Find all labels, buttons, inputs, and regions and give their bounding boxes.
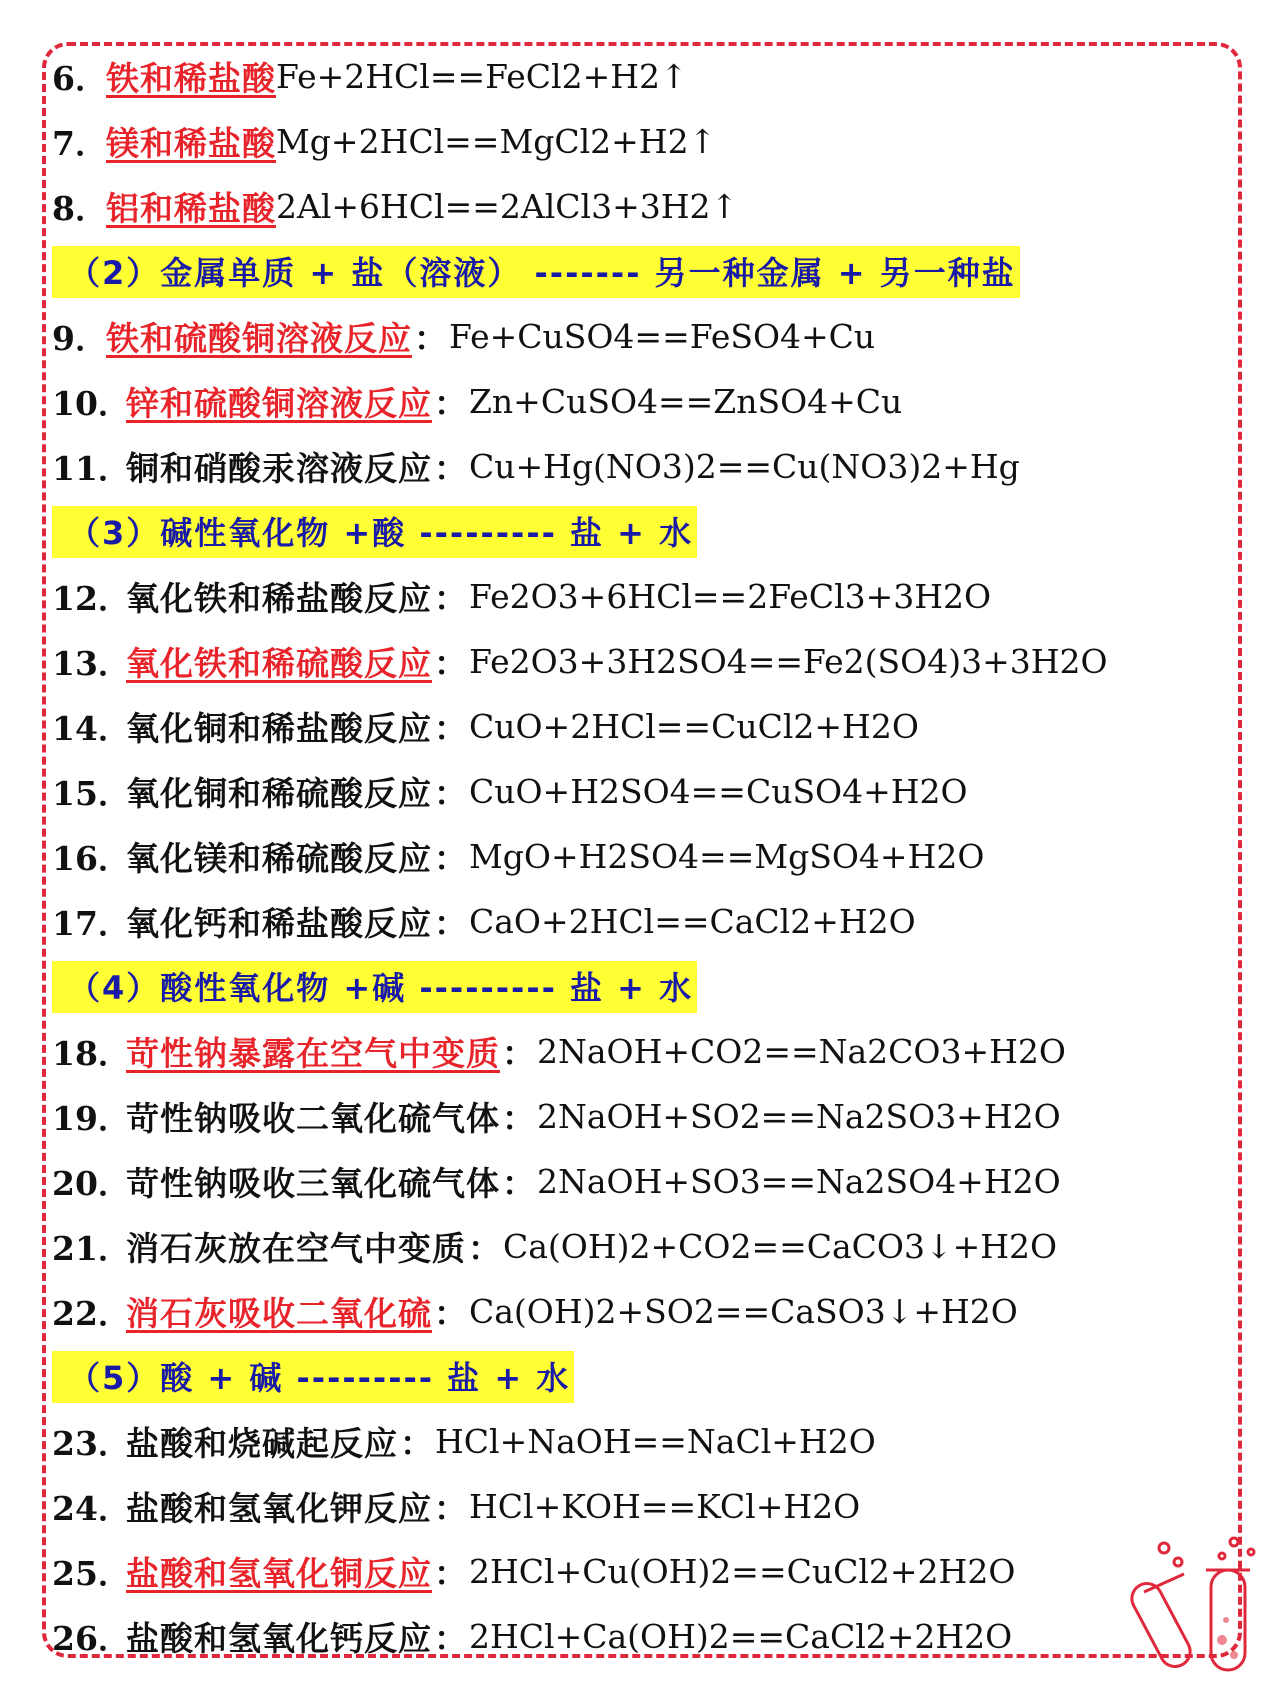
- reaction-name: 铜和硝酸汞溶液反应: [126, 449, 432, 488]
- item-number: 24．: [52, 1489, 131, 1528]
- item-number: 23．: [52, 1424, 131, 1463]
- chemical-equation: Fe+CuSO4==FeSO4+Cu: [449, 317, 876, 356]
- equation-row: [52, 1084, 1242, 1149]
- item-number: 26．: [52, 1619, 131, 1658]
- colon-separator: ：: [434, 579, 467, 618]
- equation-row: [52, 1214, 1242, 1279]
- chemical-equation: 2HCl+Cu(OH)2==CuCl2+2H2O: [469, 1552, 1016, 1591]
- item-number: 20．: [52, 1164, 131, 1203]
- equation-row: [52, 1409, 1242, 1474]
- item-number: 8．: [52, 189, 108, 228]
- item-number: 11．: [52, 449, 131, 488]
- chemical-equation: Ca(OH)2+CO2==CaCO3↓+H2O: [503, 1227, 1058, 1266]
- chemical-equation: Ca(OH)2+SO2==CaSO3↓+H2O: [469, 1292, 1018, 1331]
- colon-separator: ：: [502, 1034, 535, 1073]
- item-number: 7．: [52, 124, 108, 163]
- colon-separator: ：: [434, 1619, 467, 1658]
- reaction-name: 盐酸和氢氧化铜反应: [126, 1554, 432, 1593]
- reaction-name: 消石灰放在空气中变质: [126, 1229, 466, 1268]
- chemical-equation: CuO+H2SO4==CuSO4+H2O: [469, 772, 968, 811]
- reaction-name: 铁和硫酸铜溶液反应: [106, 319, 412, 358]
- section-heading-text: （2）金属单质 + 盐（溶液） ------- 另一种金属 + 另一种盐: [52, 246, 1020, 298]
- chemical-equation: CuO+2HCl==CuCl2+H2O: [469, 707, 919, 746]
- section-heading: [52, 239, 1242, 304]
- item-number: 18．: [52, 1034, 131, 1073]
- colon-separator: ：: [434, 1489, 467, 1528]
- chemical-equation: Fe2O3+3H2SO4==Fe2(SO4)3+3H2O: [469, 642, 1108, 681]
- chemical-equation: 2NaOH+SO3==Na2SO4+H2O: [537, 1162, 1061, 1201]
- equation-row: [52, 694, 1242, 759]
- reaction-name: 消石灰吸收二氧化硫: [126, 1294, 432, 1333]
- section-heading: [52, 499, 1242, 564]
- section-heading: [52, 1344, 1242, 1409]
- equation-row: [52, 304, 1242, 369]
- section-heading: [52, 954, 1242, 1019]
- reaction-name: 盐酸和烧碱起反应: [126, 1424, 398, 1463]
- item-number: 17．: [52, 904, 131, 943]
- item-number: 15．: [52, 774, 131, 813]
- chemical-equation: MgO+H2SO4==MgSO4+H2O: [469, 837, 985, 876]
- reaction-name: 盐酸和氢氧化钾反应: [126, 1489, 432, 1528]
- section-heading-text: （3）碱性氧化物 +酸 --------- 盐 + 水: [52, 506, 697, 558]
- equation-row: [52, 1279, 1242, 1344]
- equation-row: [52, 1474, 1242, 1539]
- equation-row: [52, 824, 1242, 889]
- colon-separator: ：: [414, 319, 447, 358]
- reaction-name: 苛性钠吸收三氧化硫气体: [126, 1164, 500, 1203]
- test-tubes-icon: [1126, 1530, 1266, 1680]
- colon-separator: ：: [400, 1424, 433, 1463]
- item-number: 6．: [52, 59, 108, 98]
- equation-row: [52, 1604, 1242, 1669]
- chemical-equation: Mg+2HCl==MgCl2+H2↑: [276, 122, 717, 161]
- item-number: 13．: [52, 644, 131, 683]
- equation-row: [52, 759, 1242, 824]
- equation-row: [52, 564, 1242, 629]
- chemical-equation: Fe2O3+6HCl==2FeCl3+3H2O: [469, 577, 992, 616]
- chemical-equation: 2NaOH+SO2==Na2SO3+H2O: [537, 1097, 1061, 1136]
- reaction-name: 铝和稀盐酸: [106, 189, 276, 228]
- equation-row: [52, 109, 1242, 174]
- reaction-name: 盐酸和氢氧化钙反应: [126, 1619, 432, 1658]
- chemical-equation: HCl+KOH==KCl+H2O: [469, 1487, 861, 1526]
- reaction-name: 氧化铜和稀盐酸反应: [126, 709, 432, 748]
- equation-row: [52, 174, 1242, 239]
- item-number: 25．: [52, 1554, 131, 1593]
- colon-separator: ：: [434, 839, 467, 878]
- reaction-name: 氧化钙和稀盐酸反应: [126, 904, 432, 943]
- equation-row: [52, 434, 1242, 499]
- chemical-equation: 2Al+6HCl==2AlCl3+3H2↑: [276, 187, 739, 226]
- item-number: 14．: [52, 709, 131, 748]
- reaction-name: 氧化铁和稀硫酸反应: [126, 644, 432, 683]
- item-number: 9．: [52, 319, 108, 358]
- chemical-equation: 2NaOH+CO2==Na2CO3+H2O: [537, 1032, 1066, 1071]
- equation-row: [52, 629, 1242, 694]
- section-heading-text: （4）酸性氧化物 +碱 --------- 盐 + 水: [52, 961, 697, 1013]
- equation-row: [52, 44, 1242, 109]
- section-heading-text: （5）酸 + 碱 --------- 盐 + 水: [52, 1351, 574, 1403]
- chemical-equation: Cu+Hg(NO3)2==Cu(NO3)2+Hg: [469, 447, 1020, 486]
- item-number: 22．: [52, 1294, 131, 1333]
- colon-separator: ：: [434, 449, 467, 488]
- chemical-equation: HCl+NaOH==NaCl+H2O: [435, 1422, 876, 1461]
- reaction-name: 氧化铁和稀盐酸反应: [126, 579, 432, 618]
- equation-row: [52, 1019, 1242, 1084]
- reaction-name: 氧化镁和稀硫酸反应: [126, 839, 432, 878]
- reaction-name: 镁和稀盐酸: [106, 124, 276, 163]
- reaction-name: 苛性钠吸收二氧化硫气体: [126, 1099, 500, 1138]
- item-number: 19．: [52, 1099, 131, 1138]
- equation-row: [52, 1539, 1242, 1604]
- reaction-name: 锌和硫酸铜溶液反应: [126, 384, 432, 423]
- chemical-equation: Zn+CuSO4==ZnSO4+Cu: [469, 382, 903, 421]
- reaction-name: 氧化铜和稀硫酸反应: [126, 774, 432, 813]
- reaction-name: 苛性钠暴露在空气中变质: [126, 1034, 500, 1073]
- item-number: 21．: [52, 1229, 131, 1268]
- colon-separator: ：: [502, 1099, 535, 1138]
- item-number: 12．: [52, 579, 131, 618]
- item-number: 16．: [52, 839, 131, 878]
- colon-separator: ：: [434, 709, 467, 748]
- reaction-name: 铁和稀盐酸: [106, 59, 276, 98]
- colon-separator: ：: [434, 644, 467, 683]
- chemical-equation: CaO+2HCl==CaCl2+H2O: [469, 902, 916, 941]
- colon-separator: ：: [434, 1294, 467, 1333]
- colon-separator: ：: [434, 904, 467, 943]
- equation-row: [52, 889, 1242, 954]
- equation-list: [52, 44, 1242, 1669]
- item-number: 10．: [52, 384, 131, 423]
- colon-separator: ：: [434, 384, 467, 423]
- colon-separator: ：: [434, 774, 467, 813]
- chemical-equation: 2HCl+Ca(OH)2==CaCl2+2H2O: [469, 1617, 1013, 1656]
- colon-separator: ：: [434, 1554, 467, 1593]
- colon-separator: ：: [468, 1229, 501, 1268]
- equation-row: [52, 1149, 1242, 1214]
- colon-separator: ：: [502, 1164, 535, 1203]
- equation-row: [52, 369, 1242, 434]
- chemical-equation: Fe+2HCl==FeCl2+H2↑: [276, 57, 688, 96]
